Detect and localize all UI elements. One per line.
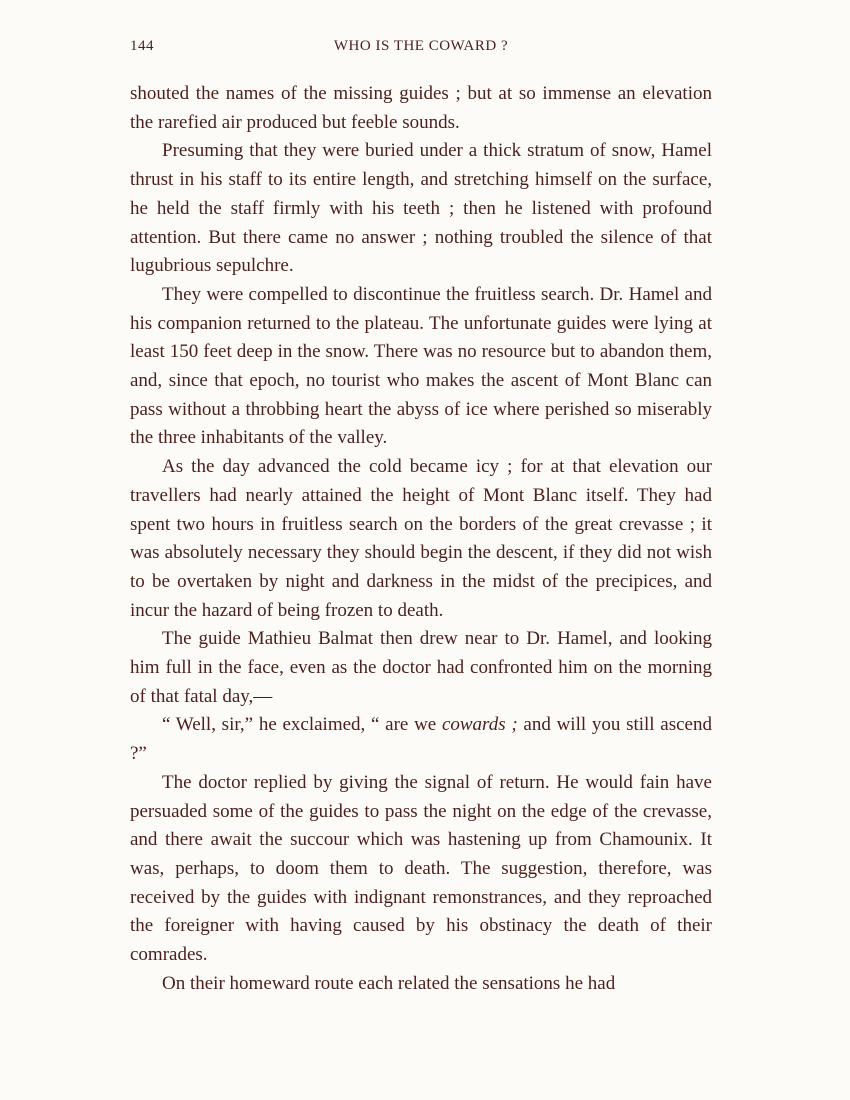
paragraph: As the day advanced the cold became icy ; for at that elevation our travellers had nearly attained the height of Mont Blanc itself. They had spent two hours in fruitless search on the borders of the great crevasse ; it was absolutely necessary they should begin the descent, if they did not wish to be overtaken by night and darkness in the midst of the precipices, and incur the hazard of being frozen to death. <box>130 456 712 621</box>
paragraph: They were compelled to discontinue the fruitless search. Dr. Hamel and his companion returned to the plateau. The unfortunate guides were lying at least 150 feet deep in the snow. There was no resource but to abandon them, and, since that epoch, no tourist who makes the ascent of Mont Blanc can pass without a throbbing heart the abyss of ice where perished so miserably the three inhabitants of the valley. <box>130 283 712 449</box>
page-header <box>130 38 712 66</box>
paragraph: The guide Mathieu Balmat then drew near to Dr. Hamel, and looking him full in the face, even as the doctor had confronted him on the morning of that fatal day,— <box>130 628 712 707</box>
paragraph: The doctor replied by giving the signal of return. He would fain have persuaded some of the guides to pass the night on the edge of the crevasse, and there await the succour which was hastening up from Chamounix. It was, perhaps, to doom them to death. The suggestion, therefore, was received by the guides with indignant remonstrances, and they reproached the foreigner with having caused by his obstinacy the death of their comrades. <box>130 771 712 966</box>
italic-word: cowards ; <box>441 714 518 736</box>
paragraph-final: On their homeward route each related the sensations he had <box>162 972 616 994</box>
running-title: WHO IS THE COWARD ? <box>333 38 509 54</box>
dialogue-before: “ Well, sir,” he exclaimed, “ are we <box>162 714 442 736</box>
page-number: 144 <box>130 38 154 54</box>
body-text <box>130 80 712 999</box>
paragraph-continued: shouted the names of the missing guides ; but at so immense an elevation the rarefied air produced but feeble sounds. <box>130 83 712 133</box>
dialogue-after: and will you still ascend ?” <box>130 714 712 765</box>
paragraph: Presuming that they were buried under a thick stratum of snow, Hamel thrust in his staff to its entire length, and stretching himself on the surface, he held the staff firmly with his teeth ; then he listened with profound attention. But there came no answer ; nothing troubled the silence of that lugubrious sepulchre. <box>130 140 712 277</box>
paragraph-dialogue <box>130 711 712 768</box>
